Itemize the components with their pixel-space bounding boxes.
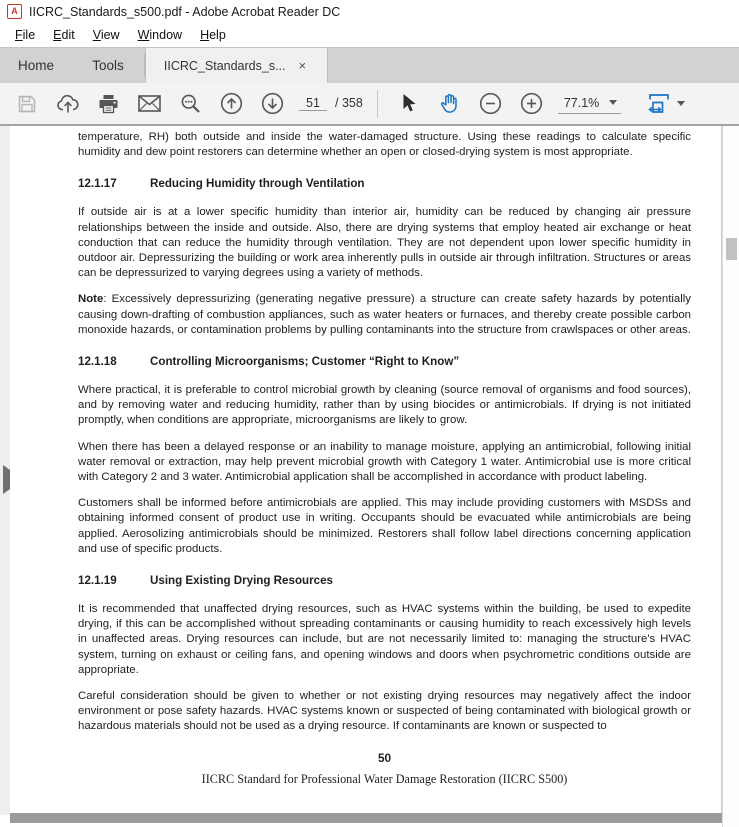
tab-document-label: IICRC_Standards_s... — [163, 58, 286, 73]
search-button[interactable] — [170, 87, 211, 121]
paragraph: Careful consideration should be given to whether or not existing drying resources may negatively affect the indoor environment or pose safety hazards. HVAC systems known or suspected of being contaminated with biological growth or hazardous materials should not be used as a drying resource. If contaminants are known or suspected to — [78, 690, 691, 733]
search-icon — [180, 93, 201, 114]
save-icon — [17, 94, 37, 114]
save-button[interactable] — [6, 87, 47, 121]
zoom-in-button[interactable] — [511, 87, 552, 121]
tab-home[interactable]: Home — [17, 58, 54, 73]
hand-tool-icon — [438, 92, 461, 115]
envelope-icon — [138, 95, 161, 112]
page-down-icon — [261, 92, 284, 115]
menu-window[interactable]: Window — [137, 28, 183, 42]
paragraph: If outside air is at a lower specific humidity than interior air, humidity can be reduced by changing air pressure relationships between the inside and outside. Also, there are drying systems that employ heated air exchange or heat conduction that can reduce the humidity through ventilation. They are not dependent upon lower specific humidity in outdoor air. Depressurizing the building or work area inherently pulls in outside air through infiltration. Structures or areas can be depressurized to varying degrees using a variety of methods. — [78, 206, 691, 280]
tab-close-icon[interactable]: × — [298, 58, 307, 73]
previous-page-button[interactable] — [211, 87, 252, 121]
hand-tool-button[interactable] — [429, 87, 470, 121]
page-navigation — [299, 96, 363, 111]
section-number: 12.1.17 — [78, 177, 117, 191]
page-fit-icon — [647, 93, 671, 114]
document-canvas-background — [10, 813, 722, 823]
section-heading — [78, 574, 691, 587]
tab-bar — [0, 47, 739, 83]
select-tool-button[interactable] — [388, 87, 429, 121]
window-title: IICRC_Standards_s500.pdf - Adobe Acrobat Reader DC — [29, 4, 341, 19]
toolbar-separator — [377, 90, 378, 118]
paragraph: When there has been a delayed response or an inability to manage moisture, applying an antimicrobial, following initial water removal or extraction, may help prevent microbial growth with Category 1 water. Antimicrobial use is more critical with Category 2 and 3 water. Antimicrobial application shall be accomplished in accordance with product labeling. — [78, 440, 691, 484]
menu-file[interactable]: File — [15, 28, 36, 42]
paragraph: It is recommended that unaffected drying resources, such as HVAC systems within the building, be used to expedite drying, if this can be accomplished without spreading contaminants or causing humidity to reach excessively high levels in unaffected areas. Drying resources can include, but are not necessarily limited to: managing the structure's HVAC system, turning on exhaust or ceiling fans, and opening windows and doors when psychrometric conditions outside are appropriate. — [78, 603, 691, 676]
share-button[interactable] — [47, 87, 88, 121]
zoom-in-icon — [520, 92, 543, 115]
section-title: Reducing Humidity through Ventilation — [150, 177, 365, 191]
scrollbar-thumb[interactable] — [726, 238, 737, 260]
section-heading — [78, 177, 691, 190]
chevron-down-icon — [677, 101, 685, 106]
tab-document[interactable] — [145, 48, 328, 83]
menu-view[interactable]: View — [92, 28, 120, 42]
note-label: Note — [78, 293, 104, 306]
page-up-icon — [220, 92, 243, 115]
email-button[interactable] — [129, 87, 170, 121]
paragraph: Customers shall be informed before antimicrobials are applied. This may include providing customers with MSDSs and obtaining informed consent of product use in writing. Occupants should be evacuated while antimicrobials are being applied. Aerosolizing antimicrobials should be minimized. Restorers shall follow label directions concerning application and use of specific products. — [78, 497, 691, 555]
zoom-out-button[interactable] — [470, 87, 511, 121]
section-title: Controlling Microorganisms; Customer “Right to Know” — [150, 355, 460, 369]
page-display-dropdown[interactable] — [647, 93, 685, 114]
cloud-upload-icon — [56, 93, 80, 114]
section-number: 12.1.18 — [78, 355, 117, 369]
zoom-out-icon — [479, 92, 502, 115]
paragraph: temperature, RH) both outside and inside the water-damaged structure. Using these readings to calculate specific humidity and dew point restorers can determine whether an open or closed-drying system is most appropriate. — [78, 131, 691, 159]
title-bar — [0, 0, 739, 23]
note-text: : Excessively depressurizing (generating negative pressure) a structure can create safety hazards by potentially causing down-drafting of combustion appliances, such as water heaters or furnaces, and thereby create possible carbon monoxide hazards, or contamination problems by pulling contaminants into the structure from crawlspaces or other areas. — [78, 293, 691, 336]
page-total-label: / 358 — [335, 96, 363, 110]
zoom-level-value: 77.1% — [563, 95, 600, 110]
menu-help[interactable]: Help — [200, 28, 226, 42]
paragraph: Where practical, it is preferable to control microbial growth by cleaning (source removal of organisms and food sources), and by removing water and reducing humidity, rather than by using biocides or antimicrobials. If drying is not initiated promptly, when conditions are appropriate, microorganisms are likely to grow. — [78, 384, 691, 427]
acrobat-app-icon — [7, 4, 22, 19]
page-number-footer: 50 — [377, 750, 392, 765]
printer-icon — [98, 94, 119, 114]
section-title: Using Existing Drying Resources — [150, 574, 333, 588]
next-page-button[interactable] — [252, 87, 293, 121]
select-cursor-icon — [401, 93, 416, 114]
pdf-page — [10, 126, 722, 813]
acrobat-icon-letter: A — [11, 6, 18, 16]
tab-tools[interactable]: Tools — [92, 58, 124, 73]
menu-edit[interactable]: Edit — [53, 28, 75, 42]
menu-bar — [0, 23, 739, 47]
vertical-scrollbar[interactable] — [722, 126, 739, 827]
print-button[interactable] — [88, 87, 129, 121]
chevron-down-icon — [609, 100, 617, 105]
note-paragraph — [78, 292, 691, 338]
main-toolbar — [0, 83, 739, 126]
page-number-input[interactable] — [299, 96, 327, 111]
section-number: 12.1.19 — [78, 574, 117, 588]
document-footer: IICRC Standard for Professional Water Damage Restoration (IICRC S500) — [201, 771, 568, 786]
document-viewport — [0, 126, 739, 827]
section-heading — [78, 355, 691, 368]
zoom-level-dropdown[interactable] — [558, 94, 621, 114]
